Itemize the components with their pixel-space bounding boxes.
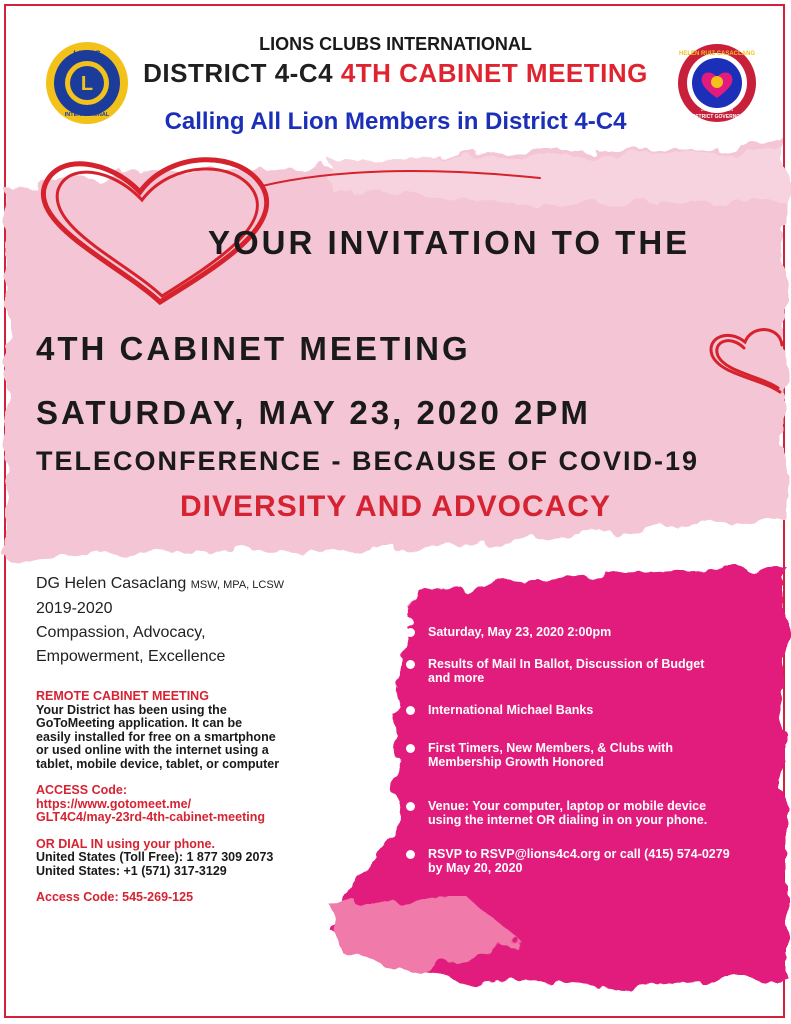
dial-toll-free: United States (Toll Free): 1 877 309 2073	[36, 850, 274, 864]
remote-line: tablet, mobile device, tablet, or computer	[36, 756, 280, 771]
agenda-line: RSVP to RSVP@lions4c4.org or call (415) 574-0279	[428, 847, 730, 861]
governor-credentials: MSW, MPA, LCSW	[190, 579, 285, 591]
meeting-theme: DIVERSITY AND ADVOCACY	[180, 490, 611, 523]
agenda-line: Saturday, May 23, 2020 2:00pm	[428, 625, 612, 639]
remote-details	[36, 690, 336, 905]
agenda-item	[404, 626, 764, 640]
agenda-line: by May 20, 2020	[428, 860, 523, 875]
governor-motto-2: Empowerment, Excellence	[36, 648, 226, 665]
bullet-dot-icon	[406, 706, 415, 715]
access-block	[36, 784, 336, 825]
governor-name: DG Helen Casaclang	[36, 575, 187, 592]
remote-heading: REMOTE CABINET MEETING	[36, 689, 209, 703]
district-logo-bottom-text: DISTRICT GOVERNOR	[690, 114, 744, 120]
bullet-dot-icon	[406, 802, 415, 811]
governor-term: 2019-2020	[36, 600, 113, 617]
agenda-item	[404, 848, 764, 875]
meeting-name: 4TH CABINET MEETING	[36, 330, 471, 367]
governor-name-line	[36, 572, 284, 597]
district-logo-side-text: 2019-2020 4-C4	[700, 107, 734, 112]
access-heading: ACCESS Code:	[36, 783, 127, 797]
district-logo-ring-text: HELEN RUIZ CASACLANG	[679, 51, 755, 57]
governor-block	[36, 572, 284, 669]
agenda-line: using the internet OR dialing in on your phone.	[428, 812, 708, 827]
meeting-date: SATURDAY, MAY 23, 2020 2PM	[36, 394, 591, 431]
agenda-item	[404, 800, 764, 827]
agenda-item	[404, 742, 764, 769]
district-name: DISTRICT 4-C4	[143, 58, 334, 88]
invitation-line: YOUR INVITATION TO THE	[208, 224, 691, 261]
dial-block	[36, 838, 336, 879]
access-code: Access Code: 545-269-125	[36, 890, 194, 904]
org-name: LIONS CLUBS INTERNATIONAL	[259, 34, 532, 54]
bullet-dot-icon	[406, 628, 415, 637]
meeting-title: 4TH CABINET MEETING	[340, 58, 648, 88]
remote-line: easily installed for free on a smartphone	[36, 729, 276, 744]
agenda-line: Venue: Your computer, laptop or mobile device	[428, 799, 707, 813]
lions-logo-center-letter: L	[80, 73, 94, 95]
district-meeting-heading	[0, 58, 791, 89]
meeting-format: TELECONFERENCE - BECAUSE OF COVID-19	[36, 446, 700, 476]
agenda-line: Membership Growth Honored	[428, 754, 604, 769]
remote-line: Your District has been using the	[36, 702, 227, 717]
remote-block	[36, 690, 336, 771]
governor-motto-1: Compassion, Advocacy,	[36, 624, 206, 641]
lions-logo-bottom-text: INTERNATIONAL	[64, 112, 110, 118]
dial-heading: OR DIAL IN using your phone.	[36, 836, 215, 851]
agenda-line: Results of Mail In Ballot, Discussion of Budget	[428, 657, 705, 671]
calling-members: Calling All Lion Members in District 4-C4	[164, 108, 627, 135]
access-link[interactable]: https://www.gotomeet.me/	[36, 796, 192, 811]
bullet-dot-icon	[406, 660, 415, 669]
lions-logo-top-text: LIONS	[73, 49, 101, 59]
agenda-line: International Michael Banks	[428, 703, 594, 717]
agenda-line: and more	[428, 670, 485, 685]
bullet-dot-icon	[406, 744, 415, 753]
remote-line: or used online with the internet using a	[36, 743, 269, 757]
access-link-path[interactable]: GLT4C4/may-23rd-4th-cabinet-meeting	[36, 810, 265, 824]
agenda-line: First Timers, New Members, & Clubs with	[428, 741, 673, 755]
agenda-item	[404, 658, 764, 685]
dial-us: United States: +1 (571) 317-3129	[36, 863, 227, 878]
remote-line: GoToMeeting application. It can be	[36, 716, 243, 730]
agenda-item	[404, 704, 764, 718]
bullet-dot-icon	[406, 850, 415, 859]
